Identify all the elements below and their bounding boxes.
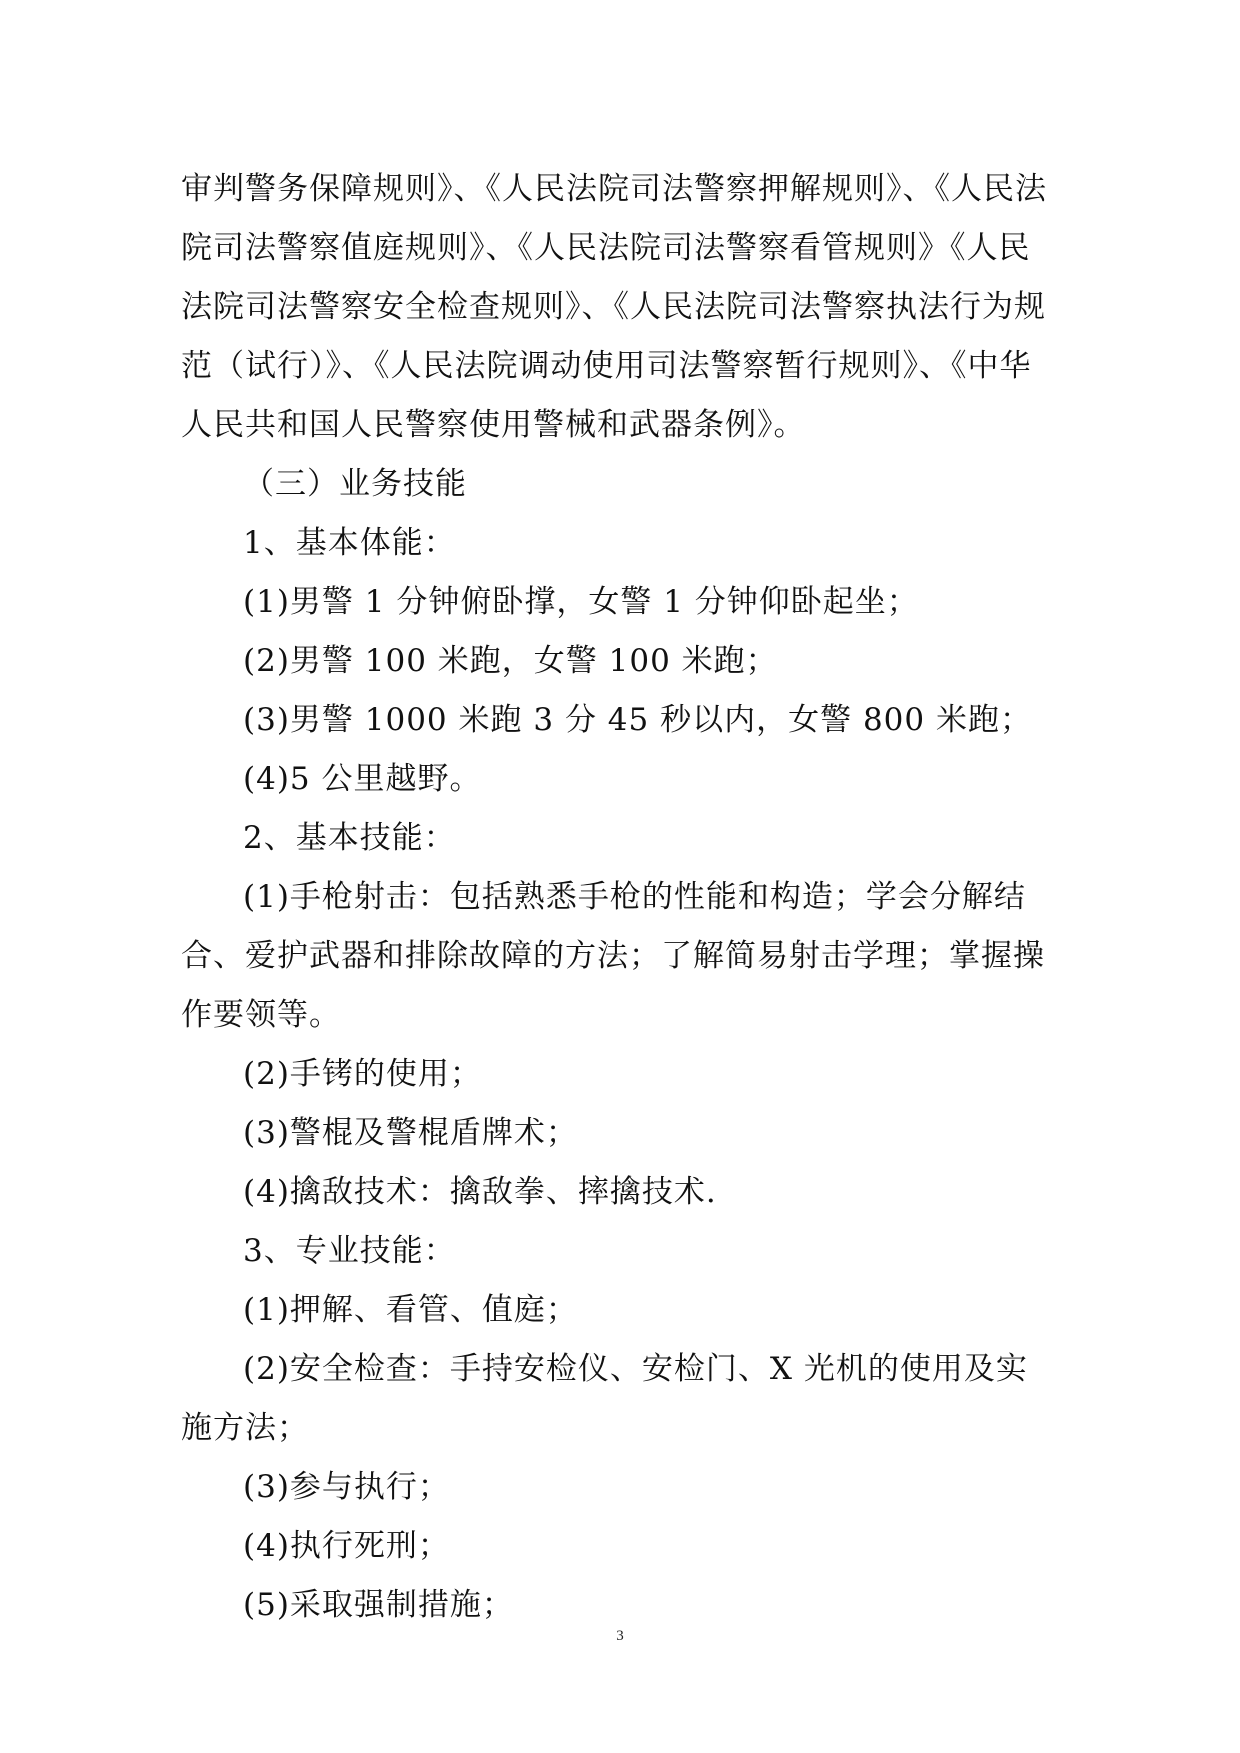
text-line: 合、爱护武器和排除故障的方法；了解简易射击学理；掌握操 (181, 938, 1045, 974)
list-item: (1)手枪射击：包括熟悉手枪的性能和构造；学会分解结 (243, 879, 1026, 915)
text-line: 人民共和国人民警察使用警械和武器条例》。 (181, 407, 806, 443)
text-line: 范（试行）》、《人民法院调动使用司法警察暂行规则》、《中华 (181, 348, 1032, 384)
list-item: (3)警棍及警棍盾牌术； (243, 1115, 578, 1151)
list-item: (2)手铐的使用； (243, 1056, 482, 1092)
list-item: (1)男警 1 分钟俯卧撑，女警 1 分钟仰卧起坐； (243, 584, 919, 620)
list-item: (1)押解、看管、值庭； (243, 1292, 578, 1328)
text-line: 院司法警察值庭规则》、《人民法院司法警察看管规则》《人民 (181, 230, 1031, 266)
subsection-heading: 2、基本技能： (243, 820, 456, 856)
list-item: (2)安全检查：手持安检仪、安检门、X 光机的使用及实 (243, 1351, 1028, 1387)
list-item: (3)参与执行； (243, 1469, 450, 1505)
list-item: (4)擒敌技术：擒敌拳、摔擒技术. (243, 1174, 717, 1210)
list-item: (4)执行死刑； (243, 1528, 450, 1564)
text-line: 法院司法警察安全检查规则》、《人民法院司法警察执法行为规 (181, 289, 1046, 325)
list-item: (5)采取强制措施； (243, 1587, 514, 1623)
text-line: 作要领等。 (181, 997, 341, 1033)
list-item: (4)5 公里越野。 (243, 761, 482, 797)
subsection-heading: 1、基本体能： (243, 525, 456, 561)
page-number: 3 (616, 1628, 624, 1644)
subsection-heading: 3、专业技能： (243, 1233, 456, 1269)
text-line: 施方法； (181, 1410, 309, 1446)
section-heading: （三）业务技能 (243, 466, 467, 502)
list-item: (3)男警 1000 米跑 3 分 45 秒以内，女警 800 米跑； (243, 702, 1032, 738)
list-item: (2)男警 100 米跑，女警 100 米跑； (243, 643, 778, 679)
text-line: 审判警务保障规则》、《人民法院司法警察押解规则》、《人民法 (181, 171, 1047, 207)
document-body (181, 160, 1061, 1635)
